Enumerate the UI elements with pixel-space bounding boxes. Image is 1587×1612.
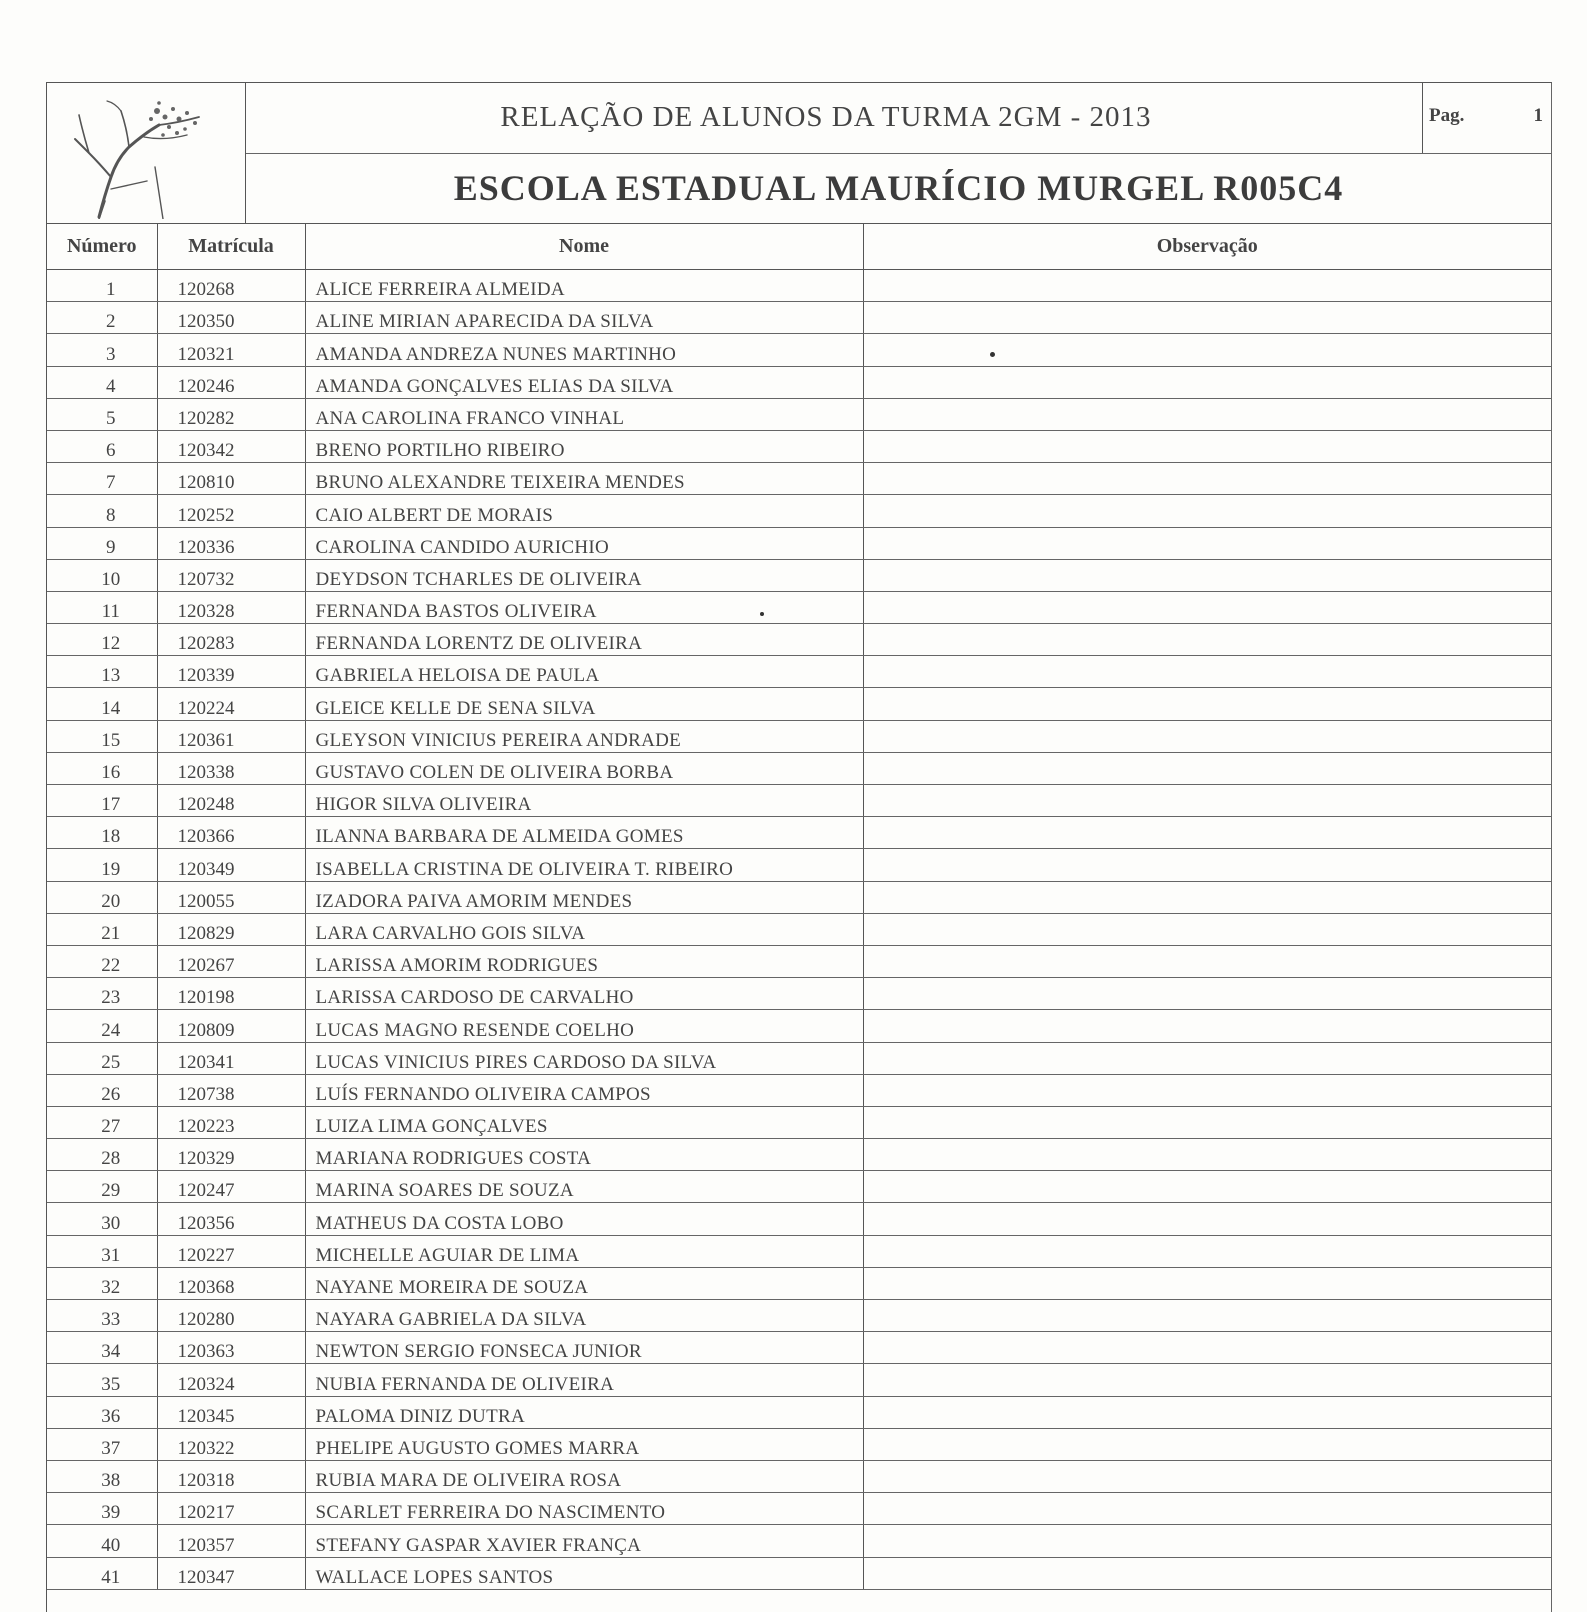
column-header-nome: Nome [305, 223, 863, 270]
cell-observacao [863, 720, 1551, 752]
cell-observacao [863, 591, 1551, 623]
cell-matricula: 120368 [157, 1267, 305, 1299]
cell-numero: 38 [47, 1460, 157, 1492]
cell-observacao [863, 495, 1551, 527]
cell-observacao [863, 1364, 1551, 1396]
cell-nome: HIGOR SILVA OLIVEIRA [305, 785, 863, 817]
student-roster-table [47, 223, 1551, 1590]
cell-observacao [863, 302, 1551, 334]
cell-nome: ANA CAROLINA FRANCO VINHAL [305, 398, 863, 430]
cell-observacao [863, 1557, 1551, 1589]
cell-matricula: 120357 [157, 1525, 305, 1557]
cell-nome: MICHELLE AGUIAR DE LIMA [305, 1235, 863, 1267]
cell-nome: GLEICE KELLE DE SENA SILVA [305, 688, 863, 720]
cell-nome: ALINE MIRIAN APARECIDA DA SILVA [305, 302, 863, 334]
cell-nome: IZADORA PAIVA AMORIM MENDES [305, 881, 863, 913]
table-row [47, 1396, 1551, 1428]
cell-observacao [863, 559, 1551, 591]
cell-nome: RUBIA MARA DE OLIVEIRA ROSA [305, 1460, 863, 1492]
table-row [47, 881, 1551, 913]
table-row [47, 527, 1551, 559]
cell-observacao [863, 430, 1551, 462]
cell-numero: 33 [47, 1300, 157, 1332]
cell-numero: 20 [47, 881, 157, 913]
cell-matricula: 120227 [157, 1235, 305, 1267]
cell-numero: 31 [47, 1235, 157, 1267]
cell-nome: LUCAS VINICIUS PIRES CARDOSO DA SILVA [305, 1042, 863, 1074]
cell-matricula: 120267 [157, 945, 305, 977]
cell-numero: 39 [47, 1493, 157, 1525]
cell-matricula: 120268 [157, 270, 305, 302]
cell-numero: 15 [47, 720, 157, 752]
cell-observacao [863, 1396, 1551, 1428]
cell-matricula: 120336 [157, 527, 305, 559]
cell-numero: 30 [47, 1203, 157, 1235]
cell-numero: 28 [47, 1139, 157, 1171]
cell-observacao [863, 849, 1551, 881]
cell-numero: 40 [47, 1525, 157, 1557]
table-row [47, 1428, 1551, 1460]
cell-matricula: 120347 [157, 1557, 305, 1589]
cell-numero: 36 [47, 1396, 157, 1428]
cell-nome: PHELIPE AUGUSTO GOMES MARRA [305, 1428, 863, 1460]
cell-observacao [863, 624, 1551, 656]
cell-numero: 17 [47, 785, 157, 817]
cell-numero: 5 [47, 398, 157, 430]
cell-observacao [863, 1042, 1551, 1074]
cell-matricula: 120318 [157, 1460, 305, 1492]
cell-numero: 26 [47, 1074, 157, 1106]
cell-nome: FERNANDA LORENTZ DE OLIVEIRA [305, 624, 863, 656]
table-row [47, 1074, 1551, 1106]
cell-nome: CAIO ALBERT DE MORAIS [305, 495, 863, 527]
cell-nome: GABRIELA HELOISA DE PAULA [305, 656, 863, 688]
table-row [47, 302, 1551, 334]
logo-box [47, 83, 246, 223]
cell-matricula: 120280 [157, 1300, 305, 1332]
cell-numero: 19 [47, 849, 157, 881]
cell-numero: 11 [47, 591, 157, 623]
cell-matricula: 120341 [157, 1042, 305, 1074]
column-header-numero: Número [47, 223, 157, 270]
cell-numero: 24 [47, 1010, 157, 1042]
cell-nome: MARIANA RODRIGUES COSTA [305, 1139, 863, 1171]
cell-matricula: 120247 [157, 1171, 305, 1203]
cell-matricula: 120338 [157, 752, 305, 784]
roster-sheet [46, 82, 1552, 1612]
cell-matricula: 120329 [157, 1139, 305, 1171]
cell-observacao [863, 398, 1551, 430]
cell-nome: GLEYSON VINICIUS PEREIRA ANDRADE [305, 720, 863, 752]
cell-nome: NAYANE MOREIRA DE SOUZA [305, 1267, 863, 1299]
cell-observacao [863, 1010, 1551, 1042]
cell-numero: 1 [47, 270, 157, 302]
table-row [47, 1460, 1551, 1492]
cell-observacao [863, 1428, 1551, 1460]
table-row [47, 591, 1551, 623]
cell-matricula: 120345 [157, 1396, 305, 1428]
cell-nome: NAYARA GABRIELA DA SILVA [305, 1300, 863, 1332]
cell-observacao [863, 1525, 1551, 1557]
column-header-matricula: Matrícula [157, 223, 305, 270]
table-row [47, 1042, 1551, 1074]
table-row [47, 1171, 1551, 1203]
table-row [47, 559, 1551, 591]
cell-matricula: 120809 [157, 1010, 305, 1042]
table-row [47, 1267, 1551, 1299]
cell-observacao [863, 1074, 1551, 1106]
cell-observacao [863, 1267, 1551, 1299]
title-row [246, 83, 1551, 154]
table-row [47, 1332, 1551, 1364]
cell-nome: DEYDSON TCHARLES DE OLIVEIRA [305, 559, 863, 591]
cell-numero: 25 [47, 1042, 157, 1074]
cell-observacao [863, 1203, 1551, 1235]
cell-nome: FERNANDA BASTOS OLIVEIRA [305, 591, 863, 623]
cell-nome: LUÍS FERNANDO OLIVEIRA CAMPOS [305, 1074, 863, 1106]
cell-matricula: 120322 [157, 1428, 305, 1460]
cell-numero: 35 [47, 1364, 157, 1396]
table-row [47, 785, 1551, 817]
tree-branch-icon [59, 89, 229, 219]
cell-nome: BRUNO ALEXANDRE TEIXEIRA MENDES [305, 463, 863, 495]
table-row [47, 656, 1551, 688]
cell-nome: SCARLET FERREIRA DO NASCIMENTO [305, 1493, 863, 1525]
cell-nome: LUCAS MAGNO RESENDE COELHO [305, 1010, 863, 1042]
cell-nome: ISABELLA CRISTINA DE OLIVEIRA T. RIBEIRO [305, 849, 863, 881]
cell-matricula: 120224 [157, 688, 305, 720]
cell-matricula: 120248 [157, 785, 305, 817]
cell-nome: NEWTON SERGIO FONSECA JUNIOR [305, 1332, 863, 1364]
cell-observacao [863, 945, 1551, 977]
cell-nome: ILANNA BARBARA DE ALMEIDA GOMES [305, 817, 863, 849]
scan-speck [990, 352, 995, 357]
report-title: RELAÇÃO DE ALUNOS DA TURMA 2GM - 2013 [500, 101, 1152, 133]
table-row [47, 1203, 1551, 1235]
cell-numero: 23 [47, 978, 157, 1010]
cell-matricula: 120198 [157, 978, 305, 1010]
cell-matricula: 120349 [157, 849, 305, 881]
cell-matricula: 120055 [157, 881, 305, 913]
cell-matricula: 120217 [157, 1493, 305, 1525]
cell-numero: 41 [47, 1557, 157, 1589]
cell-observacao [863, 527, 1551, 559]
table-row [47, 752, 1551, 784]
cell-numero: 13 [47, 656, 157, 688]
page-label: Pag. [1429, 105, 1465, 126]
cell-nome: WALLACE LOPES SANTOS [305, 1557, 863, 1589]
cell-matricula: 120342 [157, 430, 305, 462]
cell-numero: 12 [47, 624, 157, 656]
cell-nome: AMANDA ANDREZA NUNES MARTINHO [305, 334, 863, 366]
table-row [47, 463, 1551, 495]
cell-matricula: 120339 [157, 656, 305, 688]
cell-matricula: 120223 [157, 1106, 305, 1138]
cell-numero: 21 [47, 913, 157, 945]
table-row [47, 1010, 1551, 1042]
cell-nome: PALOMA DINIZ DUTRA [305, 1396, 863, 1428]
cell-matricula: 120829 [157, 913, 305, 945]
cell-nome: LARISSA CARDOSO DE CARVALHO [305, 978, 863, 1010]
cell-observacao [863, 1235, 1551, 1267]
cell-observacao [863, 1332, 1551, 1364]
cell-matricula: 120732 [157, 559, 305, 591]
cell-observacao [863, 270, 1551, 302]
table-row [47, 1557, 1551, 1589]
cell-numero: 27 [47, 1106, 157, 1138]
cell-observacao [863, 334, 1551, 366]
cell-matricula: 120328 [157, 591, 305, 623]
cell-nome: MARINA SOARES DE SOUZA [305, 1171, 863, 1203]
cell-observacao [863, 656, 1551, 688]
cell-matricula: 120738 [157, 1074, 305, 1106]
cell-observacao [863, 463, 1551, 495]
table-row [47, 945, 1551, 977]
table-header-row [47, 223, 1551, 270]
cell-nome: BRENO PORTILHO RIBEIRO [305, 430, 863, 462]
cell-numero: 10 [47, 559, 157, 591]
cell-numero: 34 [47, 1332, 157, 1364]
table-row [47, 430, 1551, 462]
table-row [47, 1139, 1551, 1171]
cell-numero: 37 [47, 1428, 157, 1460]
table-row [47, 1364, 1551, 1396]
cell-matricula: 120350 [157, 302, 305, 334]
table-row [47, 1525, 1551, 1557]
cell-observacao [863, 1300, 1551, 1332]
document-header [47, 83, 1551, 224]
cell-matricula: 120283 [157, 624, 305, 656]
cell-matricula: 120361 [157, 720, 305, 752]
table-row [47, 270, 1551, 302]
cell-observacao [863, 1460, 1551, 1492]
page-box [1422, 83, 1551, 153]
table-row [47, 334, 1551, 366]
cell-numero: 22 [47, 945, 157, 977]
cell-numero: 29 [47, 1171, 157, 1203]
cell-numero: 32 [47, 1267, 157, 1299]
cell-nome: STEFANY GASPAR XAVIER FRANÇA [305, 1525, 863, 1557]
cell-nome: LARISSA AMORIM RODRIGUES [305, 945, 863, 977]
cell-numero: 6 [47, 430, 157, 462]
cell-observacao [863, 817, 1551, 849]
cell-observacao [863, 1171, 1551, 1203]
table-row [47, 1235, 1551, 1267]
cell-numero: 7 [47, 463, 157, 495]
cell-numero: 4 [47, 366, 157, 398]
cell-observacao [863, 1493, 1551, 1525]
cell-observacao [863, 1106, 1551, 1138]
cell-observacao [863, 913, 1551, 945]
cell-matricula: 120321 [157, 334, 305, 366]
cell-nome: AMANDA GONÇALVES ELIAS DA SILVA [305, 366, 863, 398]
cell-matricula: 120356 [157, 1203, 305, 1235]
table-row [47, 1493, 1551, 1525]
cell-nome: CAROLINA CANDIDO AURICHIO [305, 527, 863, 559]
cell-matricula: 120246 [157, 366, 305, 398]
table-row [47, 913, 1551, 945]
table-row [47, 1106, 1551, 1138]
cell-matricula: 120252 [157, 495, 305, 527]
cell-observacao [863, 785, 1551, 817]
cell-nome: MATHEUS DA COSTA LOBO [305, 1203, 863, 1235]
cell-matricula: 120810 [157, 463, 305, 495]
scan-speck [760, 612, 764, 616]
cell-numero: 18 [47, 817, 157, 849]
cell-numero: 9 [47, 527, 157, 559]
cell-observacao [863, 752, 1551, 784]
column-header-observacao: Observação [863, 223, 1551, 270]
table-row [47, 1300, 1551, 1332]
page-number: 1 [1533, 105, 1543, 126]
table-row [47, 849, 1551, 881]
roster-body [47, 270, 1551, 1590]
cell-numero: 8 [47, 495, 157, 527]
table-row [47, 688, 1551, 720]
cell-matricula: 120324 [157, 1364, 305, 1396]
cell-nome: LUIZA LIMA GONÇALVES [305, 1106, 863, 1138]
table-row [47, 366, 1551, 398]
cell-nome: ALICE FERREIRA ALMEIDA [305, 270, 863, 302]
table-row [47, 978, 1551, 1010]
cell-matricula: 120366 [157, 817, 305, 849]
cell-observacao [863, 978, 1551, 1010]
table-row [47, 398, 1551, 430]
table-row [47, 624, 1551, 656]
cell-nome: NUBIA FERNANDA DE OLIVEIRA [305, 1364, 863, 1396]
cell-observacao [863, 688, 1551, 720]
cell-matricula: 120282 [157, 398, 305, 430]
cell-observacao [863, 366, 1551, 398]
table-row [47, 817, 1551, 849]
cell-nome: LARA CARVALHO GOIS SILVA [305, 913, 863, 945]
school-name: ESCOLA ESTADUAL MAURÍCIO MURGEL R005C4 [453, 168, 1344, 208]
cell-numero: 3 [47, 334, 157, 366]
cell-nome: GUSTAVO COLEN DE OLIVEIRA BORBA [305, 752, 863, 784]
cell-observacao [863, 881, 1551, 913]
cell-numero: 2 [47, 302, 157, 334]
table-row [47, 720, 1551, 752]
cell-matricula: 120363 [157, 1332, 305, 1364]
cell-numero: 14 [47, 688, 157, 720]
table-row [47, 495, 1551, 527]
cell-numero: 16 [47, 752, 157, 784]
cell-observacao [863, 1139, 1551, 1171]
